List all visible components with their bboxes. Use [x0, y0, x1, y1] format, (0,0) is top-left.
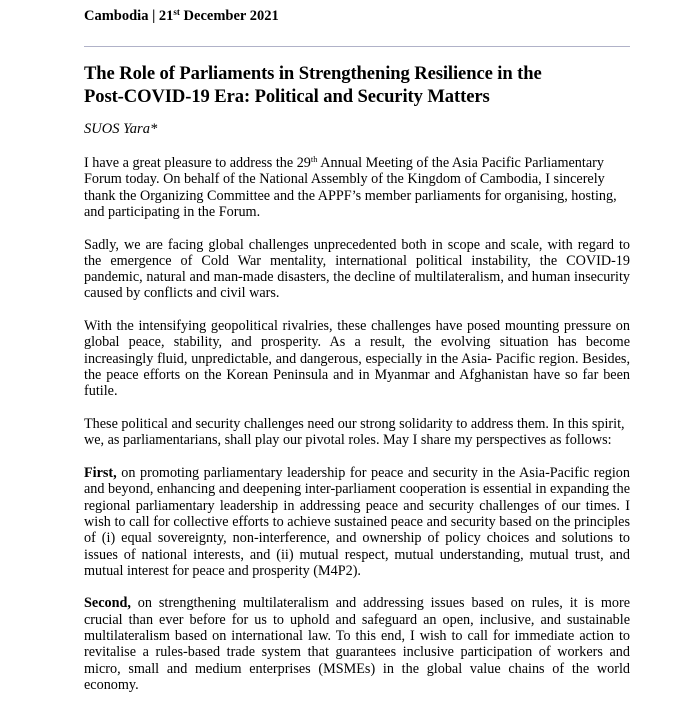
point-lead: Second,: [84, 595, 131, 612]
title-line-1: The Role of Parliaments in Strengthening Resilience in the: [84, 63, 542, 84]
ordinal-suffix: th: [310, 154, 318, 164]
point-lead: First,: [84, 465, 117, 482]
paragraph-geopolitics: With the intensifying geopolitical rivalries, these challenges have posed mounting pressure on global peace, stability, and prosperity. As a result, the evolving situation has become increasingly fluid, unpredictable, and dangerous, especially in the Asia- Pacific region. Besides, the peace efforts on the Korean Peninsula and in Myanmar and Afghanistan have so far been futile.: [84, 318, 630, 400]
paragraph-text: Annual Meeting of the Asia Pacific Parliamentary Forum today. On behalf of the National Assembly of the Kingdom of Cambodia, I sincerely thank the Organizing Committee and the APPF’s member parliaments for organising, hosting, and participating in the Forum.: [84, 155, 617, 220]
title-line-2: Post-COVID-19 Era: Political and Security Matters: [84, 86, 490, 107]
paragraph-text: I have a great pleasure to address the 29: [84, 155, 311, 171]
header-separator: [84, 46, 630, 47]
paragraph-intro: [84, 155, 630, 220]
header-day-suffix: st: [173, 7, 180, 17]
paragraph-second-point: [84, 595, 630, 693]
header-country: Cambodia: [84, 8, 149, 24]
document-body: [84, 155, 630, 710]
paragraph-text: on promoting parliamentary leadership for peace and security in the Asia-Pacific region and beyond, enhancing and deepening inter-parliament cooperation is essential in expanding the regional parliamentary leadership in addressing peace and security challenges of our times. I wish to call for collective efforts to achieve sustained peace and security based on the principles of (i) equal sovereignty, non-interference, and ownership of policy choices and solutions to issues of national interests, and (ii) mutual respect, mutual understanding, mutual trust, and mutual interest for peace and prosperity (M4P2).: [84, 465, 630, 579]
header-month-year: December 2021: [179, 8, 279, 24]
paragraph-first-point: [84, 465, 630, 579]
header-day: 21: [158, 8, 174, 24]
paragraph-text: on strengthening multilateralism and addressing issues based on rules, it is more crucial than ever before for us to uphold and safeguard an open, inclusive, and sustainable multilateralism based on international law. To this end, I wish to call for immediate action to revitalise a rules-based trade system that guarantees inclusive participation of workers and micro, small and medium enterprises (MSMEs) in the global value chains of the world economy.: [84, 595, 630, 693]
paragraph-solidarity: These political and security challenges need our strong solidarity to address them. In this spirit, we, as parliamentarians, shall play our pivotal roles. May I share my perspectives as follows:: [84, 416, 625, 449]
author-name: SUOS Yara*: [84, 121, 158, 137]
document-header: [84, 8, 279, 25]
document-title: [84, 62, 630, 108]
header-divider: |: [148, 8, 159, 24]
paragraph-challenges: Sadly, we are facing global challenges unprecedented both in scope and scale, with regard to the emergence of Cold War mentality, international political instability, the COVID-19 pandemic, natural and man-made disasters, the decline of multilateralism, and human insecurity caused by conflicts and civil wars.: [84, 236, 630, 302]
